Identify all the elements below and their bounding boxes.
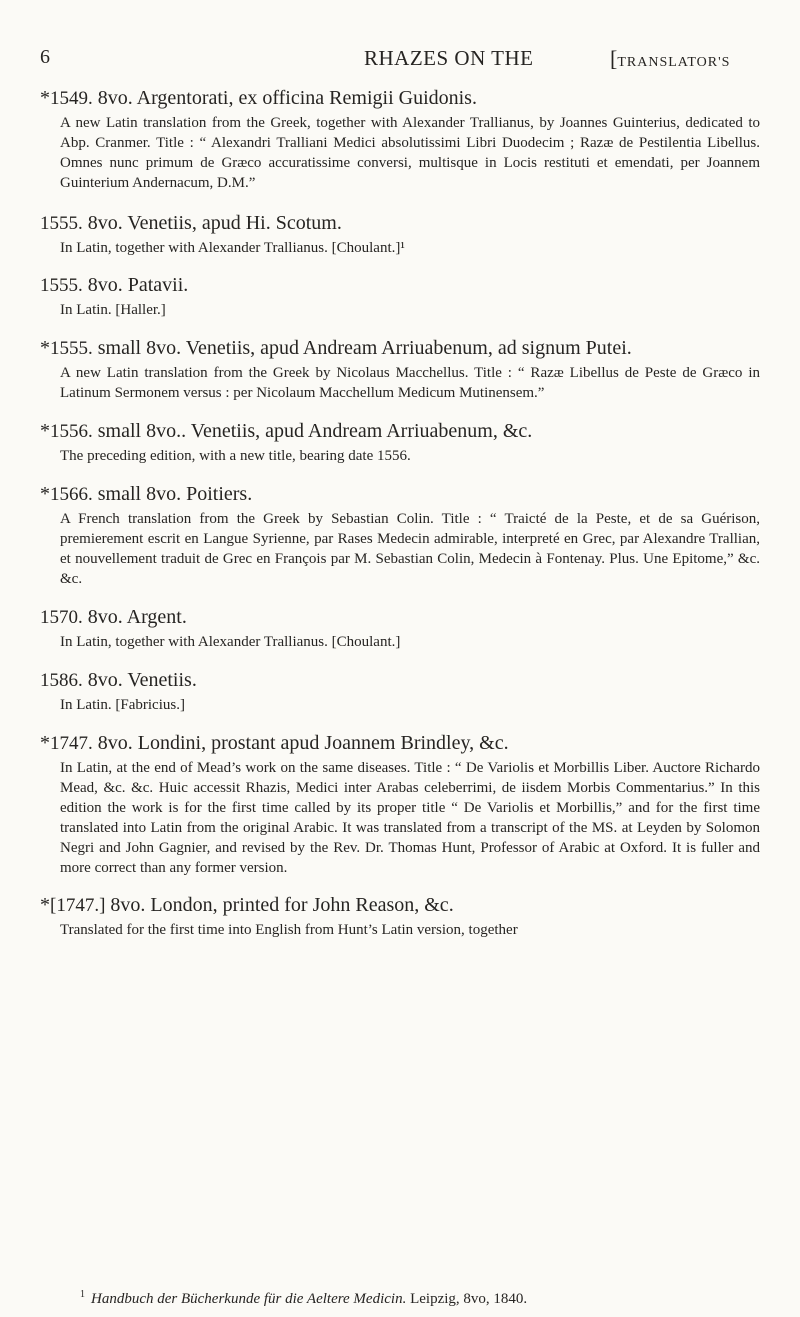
- entry-heading: [40, 893, 760, 918]
- entry-heading-text: 8vo. Argent.: [87, 606, 187, 628]
- entry-asterisk: *: [40, 420, 50, 442]
- entry-heading: [40, 668, 760, 693]
- entry-heading: [40, 605, 760, 630]
- bibliography-entry: [40, 731, 760, 878]
- entry-asterisk: *: [40, 337, 50, 359]
- running-title: RHAZES ON THE: [364, 46, 534, 70]
- entry-heading-text: 8vo. Argentorati, ex officina Remigii Guidonis.: [97, 87, 477, 109]
- entry-heading-text: 8vo. Venetiis, apud Hi. Scotum.: [87, 212, 342, 234]
- entry-year: 1549.: [50, 88, 93, 109]
- entry-heading-text: small 8vo. Poitiers.: [97, 483, 253, 505]
- entry-body: In Latin. [Haller.]: [60, 302, 166, 318]
- running-title-bracket: [: [610, 46, 618, 71]
- footnote: [80, 1289, 527, 1308]
- running-title-right: [610, 46, 730, 72]
- bibliography-entry: [40, 86, 760, 193]
- entry-year: 1555.: [40, 275, 83, 296]
- entry-heading: [40, 482, 760, 507]
- entry-body: The preceding edition, with a new title, bearing date 1556.: [60, 448, 411, 464]
- entry-asterisk: *: [40, 483, 50, 505]
- bibliography-entry: [40, 211, 760, 258]
- entry-heading-text: 8vo. Londini, prostant apud Joannem Brindley, &c.: [97, 732, 509, 754]
- entry-body: A new Latin translation from the Greek by Nicolaus Macchellus. Title : “ Razæ Libellus de Peste de Græco in Latinum Sermonem versus : per Nicolaum Macchellum Medicum Mutinensem.”: [60, 365, 760, 401]
- entry-body: In Latin, together with Alexander Trallianus. [Choulant.]: [60, 634, 401, 650]
- entry-heading: [40, 336, 760, 361]
- entry-asterisk: *: [40, 87, 50, 109]
- bibliography-entry: [40, 419, 760, 466]
- entry-heading-text: small 8vo. Venetiis, apud Andream Arriuabenum, ad signum Putei.: [97, 337, 632, 359]
- entry-heading-text: 8vo. Venetiis.: [87, 669, 197, 691]
- entry-heading: [40, 86, 760, 111]
- bibliography-entry: [40, 605, 760, 652]
- entry-heading: [40, 273, 760, 298]
- footnote-mark: 1: [80, 1289, 85, 1300]
- entry-asterisk: *: [40, 894, 50, 916]
- entry-year: 1566.: [50, 484, 93, 505]
- bibliography-entry: [40, 482, 760, 589]
- entry-heading: [40, 731, 760, 756]
- entry-asterisk: *: [40, 732, 50, 754]
- entry-year: 1555.: [50, 338, 93, 359]
- entry-heading-text: 8vo. London, printed for John Reason, &c.: [110, 894, 454, 916]
- bibliography-entry: [40, 668, 760, 715]
- entry-year: 1556.: [50, 421, 93, 442]
- bibliography-entry: [40, 336, 760, 403]
- entry-heading-text: small 8vo.. Venetiis, apud Andream Arriuabenum, &c.: [97, 420, 533, 442]
- entry-year: 1555.: [40, 213, 83, 234]
- running-title-section: TRANSLATOR'S: [617, 55, 731, 70]
- bibliography-entry: [40, 273, 760, 320]
- bibliography-entry: [40, 893, 760, 940]
- entry-body: In Latin, together with Alexander Trallianus. [Choulant.]¹: [60, 240, 405, 256]
- entry-year: 1570.: [40, 607, 83, 628]
- page-number: 6: [40, 46, 50, 68]
- entry-body: A new Latin translation from the Greek, together with Alexander Trallianus, by Joannes Guinterius, dedicated to Abp. Cranmer. Title : “ Alexandri Tralliani Medici absolutissimi Libri Duodecim ; Razæ de Pestilentia Libellus. Omnes nunc primum de Græco accuratissime conversi, multisque in Locis restituti et emendati, per Joannem Guinterium Andernacum, D.M.”: [60, 115, 760, 191]
- entry-year: [1747.]: [50, 895, 106, 916]
- entry-body: In Latin, at the end of Mead’s work on the same diseases. Title : “ De Variolis et Morbillis Liber. Auctore Richardo Mead, &c. &c. Huic accessit Rhazis, Medici inter Arabas celeberrimi, de iisdem Morbis Commentarius.” In this edition the work is for the first time called by its proper title “ De Variolis et Morbillis,” and for the first time translated into Latin from the original Arabic. It was translated from a transcript of the MS. at Leyden by Solomon Negri and John Gagnier, and revised by the Rev. Dr. Thomas Hunt, Professor of Arabic at Oxford. It is fuller and more correct than any former version.: [60, 760, 760, 876]
- running-head: [40, 46, 760, 86]
- footnote-details: Leipzig, 8vo, 1840.: [406, 1291, 528, 1307]
- entry-body: In Latin. [Fabricius.]: [60, 697, 185, 713]
- entry-heading-text: 8vo. Patavii.: [87, 274, 189, 296]
- entry-heading: [40, 419, 760, 444]
- entry-year: 1586.: [40, 670, 83, 691]
- entry-heading: [40, 211, 760, 236]
- entry-body: Translated for the first time into English from Hunt’s Latin version, together: [60, 922, 518, 938]
- entry-body: A French translation from the Greek by Sebastian Colin. Title : “ Traicté de la Peste, et de sa Guérison, premierement escrit en Langue Syrienne, par Rases Medecin admirable, interpreté en Grec, par Alexandre Trallian, et nouvellement traduit de Grec en François par M. Sebastian Colin, Medecin à Fontenay. Plus. Une Epitome,” &c. &c.: [60, 511, 760, 587]
- entry-year: 1747.: [50, 733, 93, 754]
- footnote-title: Handbuch der Bücherkunde für die Aeltere Medicin.: [91, 1291, 407, 1307]
